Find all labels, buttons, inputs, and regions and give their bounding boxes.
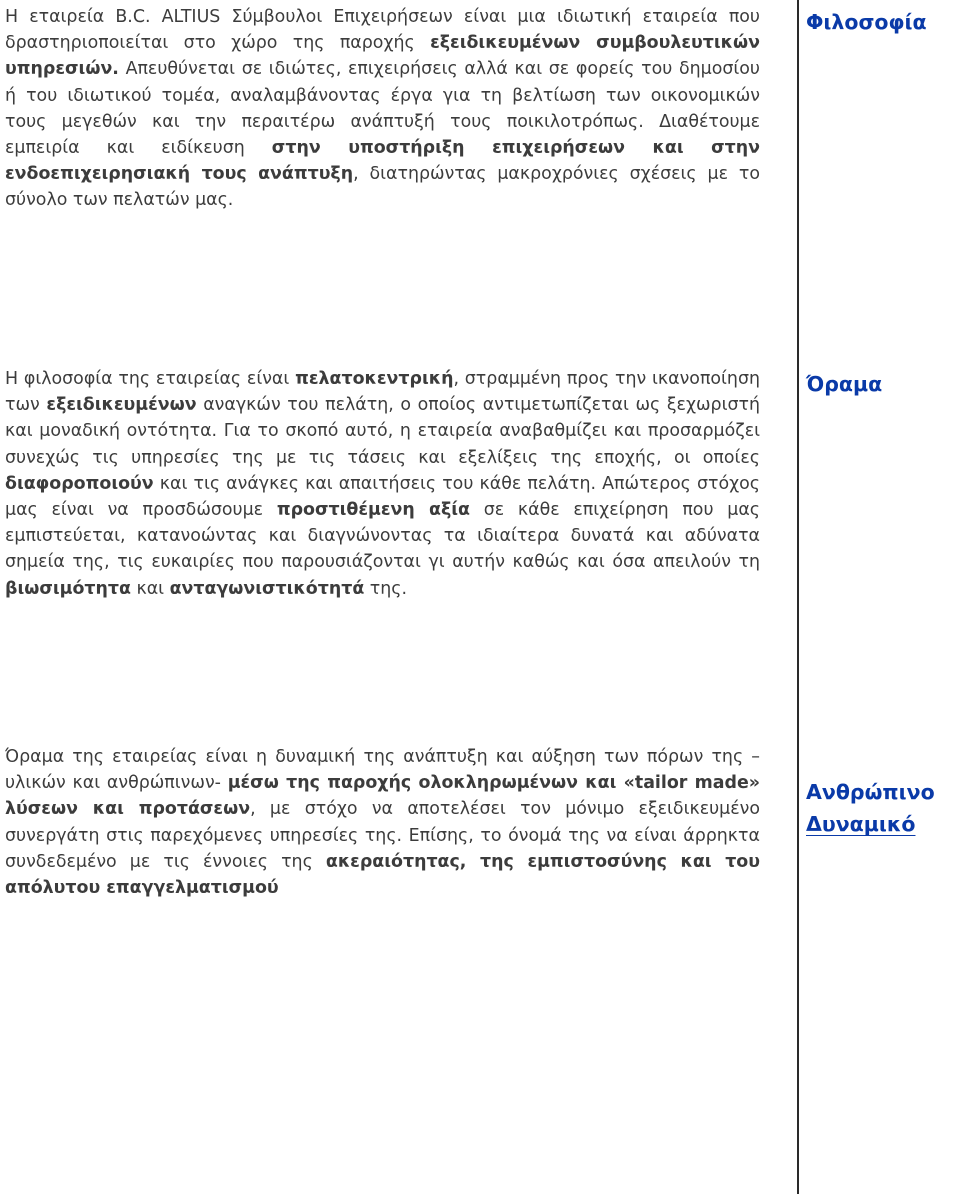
bold-text-run: ανταγωνιστικότητά — [169, 578, 365, 599]
text-run: Απευθύνεται σε ιδιώτες, επιχειρήσεις αλλά και σε φορείς του δημοσίου ή του ιδιωτικού τομέα, αναλαμβάνοντας έργα για τη βελτίωση των οικονομικών τους μεγεθών και την περαιτέρω ανάπτυξή τους ποικιλοτρόπως. Διαθέτουμε εμπειρία και ειδίκευση — [5, 59, 760, 159]
bold-text-run: εξειδικευμένων συμβουλευτικών υπηρεσιών. — [5, 33, 760, 80]
text-run: αναγκών του πελάτη, ο οποίος αντιμετωπίζεται ως ξεχωριστή και μοναδική οντότητα. Για το σκοπό αυτό, η εταιρεία αναβαθμίζει και προσαρμόζει συνεχώς τις υπηρεσίες της με τις τάσεις και εξελίξεις της εποχής, οι οποίες — [5, 395, 760, 468]
text-run: Η εταιρεία B.C. ALTIUS Σύμβουλοι Επιχειρήσεων είναι μια ιδιωτική εταιρεία που δραστηριοποιείται στο χώρο της παροχής — [5, 7, 760, 54]
bold-text-run: διαφοροποιούν — [5, 473, 154, 494]
bold-text-run: προστιθέμενη αξία — [276, 500, 470, 521]
human-resources-heading-line1: Ανθρώπινο — [806, 780, 935, 804]
vision-section — [5, 744, 760, 901]
human-resources-heading — [806, 776, 960, 840]
bold-text-run: στην υποστήριξη επιχειρήσεων και στην ενδοεπιχειρησιακή τους ανάπτυξη — [5, 138, 760, 185]
vertical-divider — [797, 0, 799, 1194]
text-run: , στραμμένη προς την ικανοποίηση των — [5, 369, 760, 416]
company-intro-paragraph — [5, 4, 760, 214]
text-run: Όραμα της εταιρείας είναι η δυναμική της ανάπτυξη και αύξηση των πόρων της – υλικών και ανθρώπινων- — [5, 747, 760, 794]
bold-text-run: πελατοκεντρική — [295, 369, 454, 389]
bold-text-run: εξειδικευμένων — [46, 395, 197, 416]
text-run: , με στόχο να αποτελέσει τον μόνιμο εξειδικευμένο συνεργάτη στις παρεχόμενες υπηρεσίες της. Επίσης, το όνομά της να είναι άρρηκτα συνδεδεμένο με τις έννοιες της — [5, 799, 760, 872]
bold-text-run: μέσω της παροχής ολοκληρωμένων και «tailor made» λύσεων και προτάσεων — [5, 773, 760, 820]
philosophy-section — [5, 366, 760, 602]
text-run: σε κάθε επιχείρηση που μας εμπιστεύεται, κατανοώντας και διαγνώνοντας τα ιδιαίτερα δυνατά και αδύνατα σημεία της, τις ευκαιρίες που παρουσιάζονται γι αυτήν καθώς και όσα απειλούν τη — [5, 500, 760, 573]
vision-heading: Όραμα — [806, 372, 883, 396]
human-resources-heading-line2: Δυναμικό — [806, 812, 916, 836]
philosophy-paragraph — [5, 366, 760, 602]
text-run: και τις ανάγκες και απαιτήσεις του κάθε πελάτη. Απώτερος στόχος μας είναι να προσδώσουμε — [5, 473, 760, 521]
text-run: Η φιλοσοφία της εταιρείας είναι — [5, 369, 296, 389]
bold-text-run: ακεραιότητας, της εμπιστοσύνης και του απόλυτου επαγγελματισμού — [5, 851, 760, 899]
text-run: και — [130, 578, 170, 599]
philosophy-heading: Φιλοσοφία — [806, 10, 927, 34]
bold-text-run: βιωσιμότητα — [5, 578, 131, 599]
vision-paragraph — [5, 744, 760, 901]
text-run: της. — [364, 578, 408, 599]
company-intro-section — [5, 4, 760, 214]
text-run: , διατηρώντας μακροχρόνιες σχέσεις με το σύνολο των πελατών μας. — [5, 164, 761, 211]
